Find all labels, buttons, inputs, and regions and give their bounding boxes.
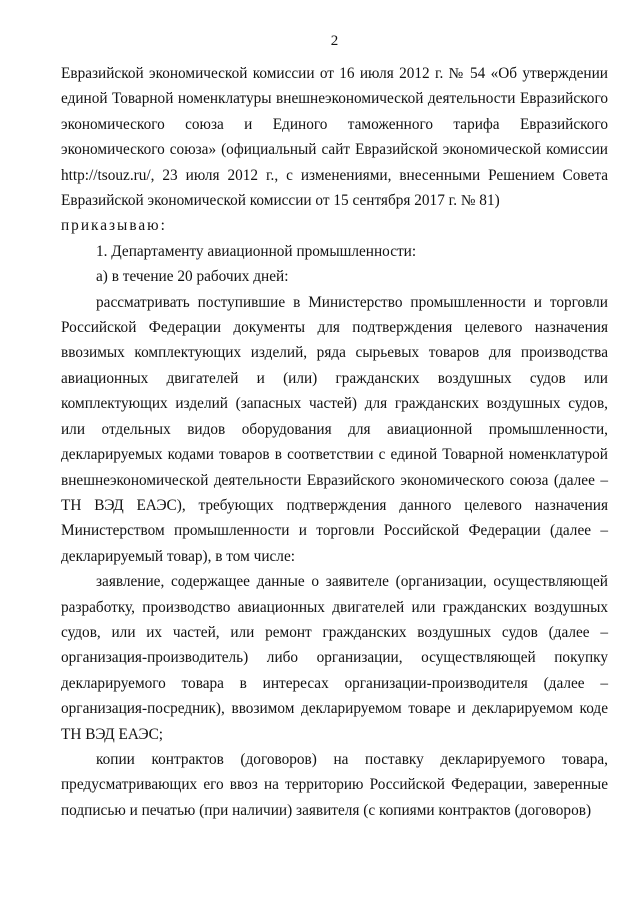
paragraph-order-word: приказываю: [61, 217, 167, 235]
paragraph-subitem-a: а) в течение 20 рабочих дней: [96, 268, 289, 286]
page-number: 2 [330, 33, 339, 49]
paragraph-review-documents: рассматривать поступившие в Министерство промышленности и торговли Российской Федерации документы для подтверждения целевого назначения ввозимых комплектующих изделий, ряда сырьевых товаров для производства авиационных двигателей и (или) гражданских воздушных судов или комплектующих изделий (запасных частей) для гражданских воздушных судов, или отдельных видов оборудования для авиационной промышленности, декларируемых кодами товаров в соответствии с единой Товарной номенклатурой внешнеэкономической деятельности Евразийского экономического союза (далее – ТН ВЭД ЕАЭС), требующих подтверждения данного целевого назначения Министерством промышленности и торговли Российской Федерации (далее – декларируемый товар), в том числе: [61, 293, 608, 565]
paragraph-item-1: 1. Департаменту авиационной промышленности: [96, 242, 417, 260]
paragraph-application: заявление, содержащее данные о заявителе (организации, осуществляющей разработку, производство авиационных двигателей или гражданских воздушных судов, или их частей, или ремонт гражданских воздушных судов (далее – организация-производитель) либо организации, осуществляющей покупку декларируемого товара в интересах организации-производителя (далее – организация-посредник), ввозимом декларируемом товаре и декларируемом коде ТН ВЭД ЕАЭС; [61, 573, 608, 743]
paragraph-contract-copies: копии контрактов (договоров) на поставку декларируемого товара, предусматривающих его ввоз на территорию Российской Федерации, заверенные подписью и печатью (при наличии) заявителя (с копиями контрактов (договоров) [61, 750, 608, 819]
paragraph-legal-reference: Евразийской экономической комиссии от 16 июля 2012 г. № 54 «Об утверждении единой Товарной номенклатуры внешнеэкономической деятельности Евразийского экономического союза и Единого таможенного тарифа Евразийского экономического союза» (официальный сайт Евразийской экономической комиссии http://tsouz.ru/, 23 июля 2012 г., с изменениями, внесенными Решением Совета Евразийской экономической комиссии от 15 сентября 2017 г. № 81) [61, 65, 608, 210]
